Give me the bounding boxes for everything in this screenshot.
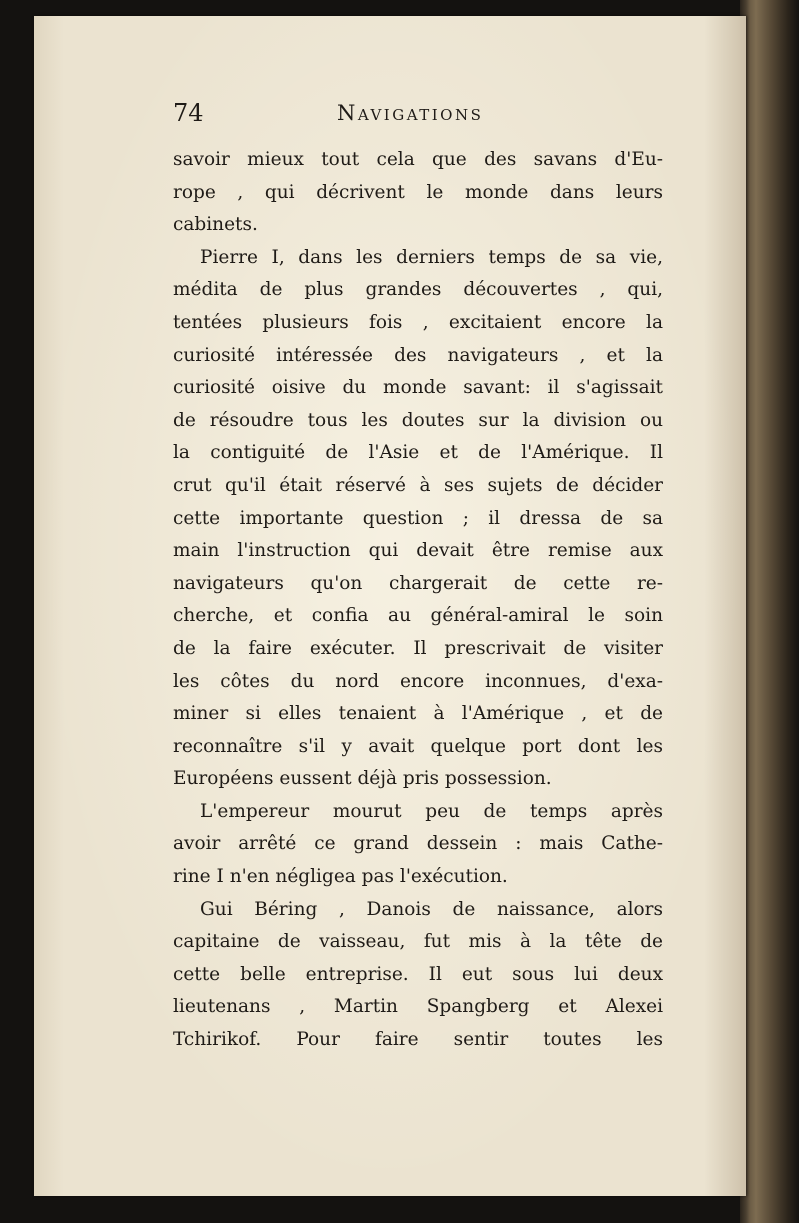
running-title: Navigations (337, 101, 484, 125)
text-line: rine I n'en négligea pas l'exécution. (173, 866, 508, 888)
text-line: savoir mieux tout cela que des savans d'Eu- (173, 149, 663, 170)
text-line: curiosité oisive du monde savant: il s'agissait (173, 377, 663, 399)
text-line: navigateurs qu'on chargerait de cette re- (173, 572, 663, 594)
text-line: Tchirikof. Pour faire sentir toutes les (173, 1029, 663, 1051)
text-line: Gui Béring , Danois de naissance, alors (200, 898, 663, 920)
text-line: miner si elles tenaient à l'Amérique , et de (173, 703, 663, 725)
text-line: cette importante question ; il dressa de sa (173, 507, 663, 529)
text-line: Européens eussent déjà pris possession. (173, 768, 552, 790)
text-line: Pierre I, dans les derniers temps de sa vie, (200, 246, 663, 268)
text-line: rope , qui décrivent le monde dans leurs (173, 181, 663, 203)
text-line: la contiguité de l'Asie et de l'Amérique. Il (173, 442, 663, 464)
text-line: cabinets. (173, 214, 258, 236)
text-line: cherche, et confia au général-amiral le soin (173, 605, 663, 627)
text-line: curiosité intéressée des navigateurs , et la (173, 344, 663, 366)
text-line: main l'instruction qui devait être remise aux (173, 540, 663, 562)
text-line: médita de plus grandes découvertes , qui, (173, 279, 663, 301)
text-line: les côtes du nord encore inconnues, d'exa- (173, 670, 663, 692)
text-line: crut qu'il était réservé à ses sujets de décider (173, 474, 663, 496)
text-line: de la faire exécuter. Il prescrivait de visiter (173, 637, 663, 659)
page-header (173, 98, 663, 128)
book-edge (740, 0, 799, 1223)
text-line: L'empereur mourut peu de temps après (200, 800, 663, 822)
page-body-text (173, 144, 663, 1057)
text-line: de résoudre tous les doutes sur la division ou (173, 409, 663, 431)
page-number: 74 (173, 99, 204, 127)
text-line: avoir arrêté ce grand dessein : mais Cathe- (173, 833, 663, 855)
text-line: reconnaître s'il y avait quelque port dont les (173, 735, 663, 757)
text-line: lieutenans , Martin Spangberg et Alexei (173, 996, 663, 1018)
text-line: capitaine de vaisseau, fut mis à la tête de (173, 931, 663, 953)
text-line: cette belle entreprise. Il eut sous lui deux (173, 963, 663, 985)
text-line: tentées plusieurs fois , excitaient encore la (173, 311, 663, 333)
